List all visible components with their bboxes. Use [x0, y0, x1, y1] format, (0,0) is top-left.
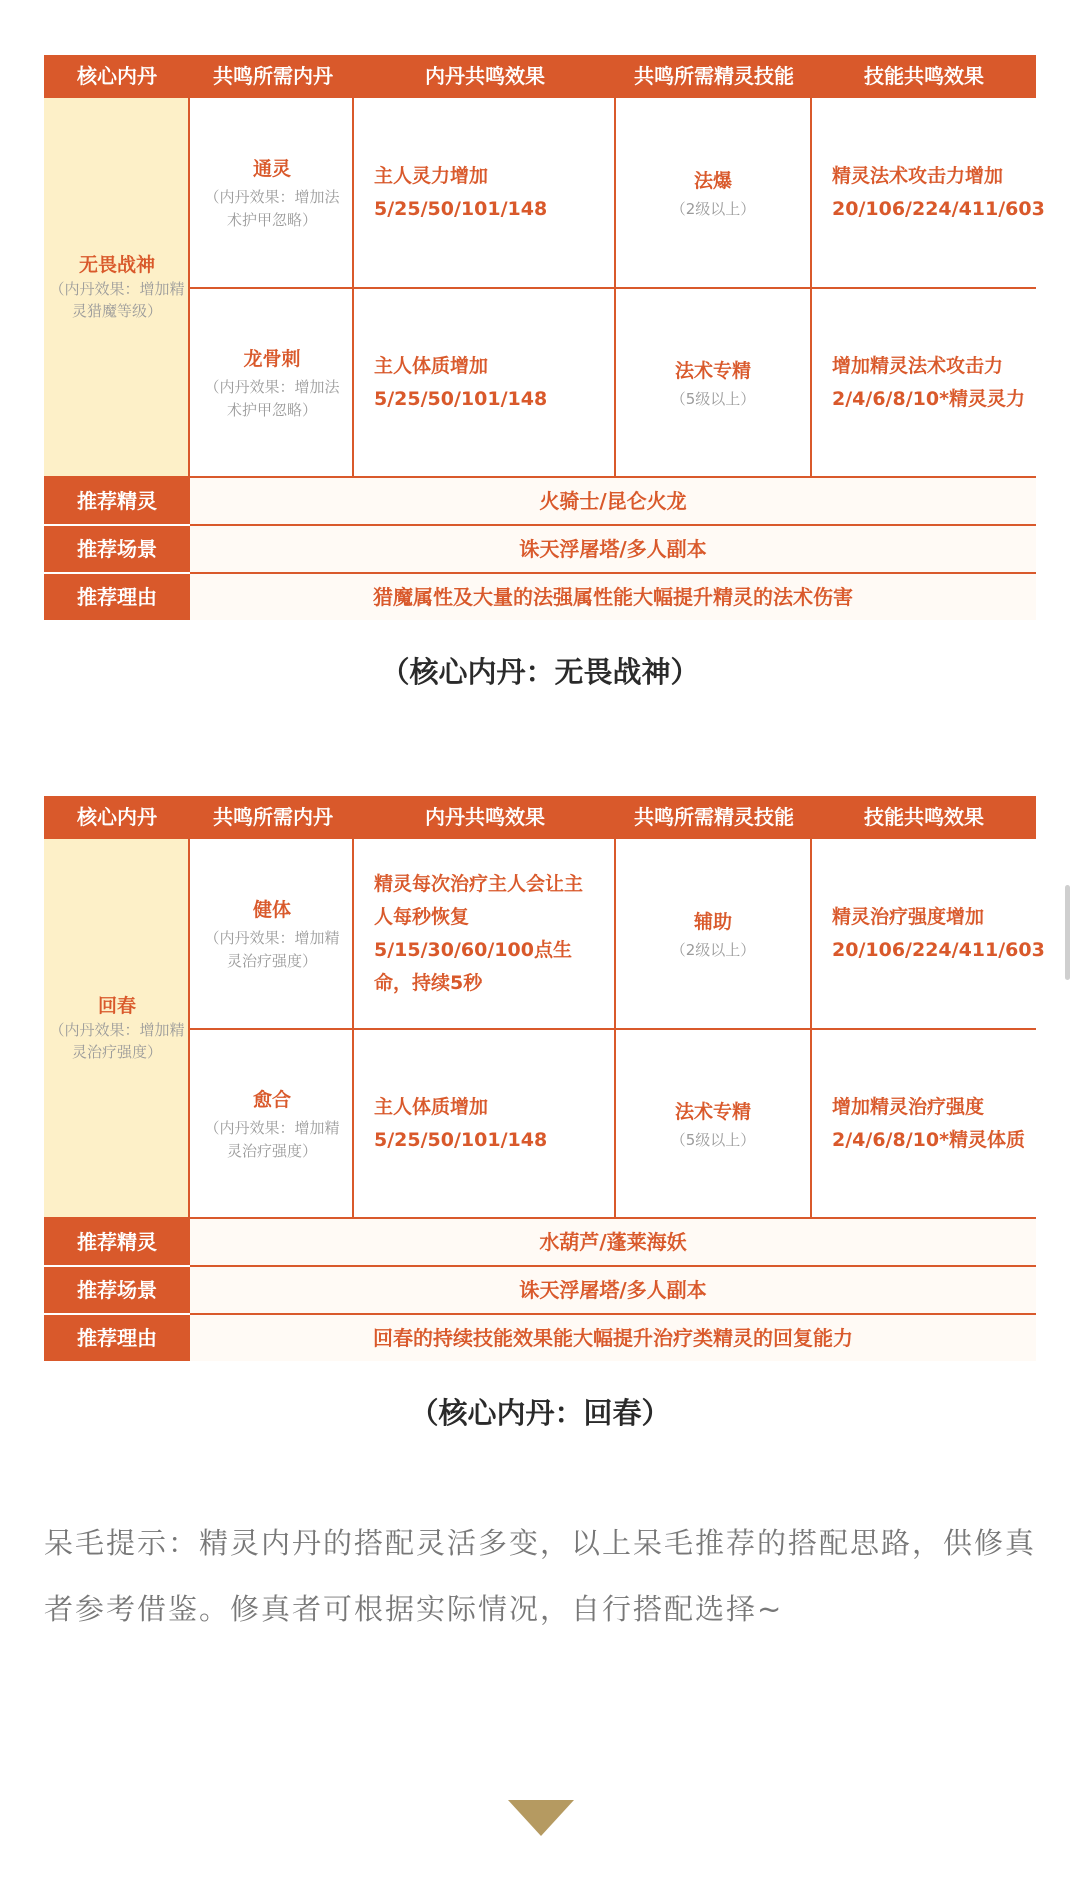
skill-effect-cell — [812, 839, 1045, 1028]
scene-row — [44, 1267, 1036, 1313]
skill-cell — [616, 1030, 810, 1217]
reason-label: 推荐理由 — [44, 574, 190, 620]
dan-cell — [192, 289, 352, 476]
skill-cell — [616, 98, 810, 287]
header-dan: 共鸣所需内丹 — [213, 64, 333, 88]
table-header — [44, 796, 1036, 839]
dan-note: （内丹效果：增加精灵治疗强度） — [204, 929, 340, 970]
skill-effect-cell — [812, 289, 1036, 476]
header-skill-effect: 技能共鸣效果 — [864, 805, 984, 829]
core-name: 回春 — [97, 995, 136, 1017]
scene-value: 诛天浮屠塔/多人副本 — [190, 526, 1036, 572]
recommend-value: 火骑士/昆仑火龙 — [190, 478, 1036, 524]
recommend-row — [44, 478, 1036, 524]
core-note: （内丹效果：增加精灵猎魔等级） — [49, 280, 185, 320]
table-caption: （核心内丹：无畏战神） — [380, 655, 700, 689]
scene-label: 推荐场景 — [44, 526, 190, 572]
skill-effect-cell — [812, 1030, 1036, 1217]
down-arrow-icon — [508, 1800, 574, 1836]
header-dan-effect: 内丹共鸣效果 — [425, 64, 545, 88]
dan-effect: 主人体质增加 5/25/50/101/148 — [374, 354, 548, 410]
skill-effect-cell — [812, 98, 1045, 287]
header-core: 核心内丹 — [77, 64, 157, 88]
skill-name: 法术专精 — [674, 359, 751, 382]
dan-cell — [192, 1030, 352, 1217]
skill-effect: 增加精灵法术攻击力 2/4/6/8/10*精灵灵力 — [832, 354, 1026, 410]
dan-effect-cell — [354, 289, 614, 476]
dan-effect-cell — [354, 839, 614, 1028]
recommend-label: 推荐精灵 — [44, 478, 190, 524]
dan-cell — [192, 98, 352, 287]
skill-effect: 精灵治疗强度增加 20/106/224/411/603 — [832, 905, 1045, 961]
skill-name: 法爆 — [693, 169, 732, 192]
dan-note: （内丹效果：增加法术护甲忽略） — [204, 378, 340, 419]
skill-note: （2级以上） — [670, 940, 756, 959]
dan-name: 龙骨刺 — [243, 348, 301, 370]
tip-text: 呆毛提示：精灵内丹的搭配灵活多变，以上呆毛推荐的搭配思路，供修真者参考借鉴。修真者可根据实际情况，自行搭配选择~ — [44, 1526, 1037, 1626]
skill-note: （5级以上） — [670, 389, 756, 408]
dan-name: 愈合 — [252, 1089, 291, 1111]
dan-note: （内丹效果：增加精灵治疗强度） — [204, 1119, 340, 1160]
table-header — [44, 55, 1036, 98]
skill-note: （2级以上） — [670, 199, 756, 218]
scene-value: 诛天浮屠塔/多人副本 — [190, 1267, 1036, 1313]
reason-value: 猎魔属性及大量的法强属性能大幅提升精灵的法术伤害 — [190, 574, 1036, 620]
skill-name: 法术专精 — [674, 1100, 751, 1123]
scene-row — [44, 526, 1036, 572]
header-dan: 共鸣所需内丹 — [213, 805, 333, 829]
table-caption: （核心内丹：回春） — [409, 1396, 671, 1430]
reason-label: 推荐理由 — [44, 1315, 190, 1361]
dan-effect: 精灵每次治疗主人会让主人每秒恢复 5/15/30/60/100点生命，持续5秒 — [374, 872, 584, 994]
recommend-value: 水葫芦/蓬莱海妖 — [190, 1219, 1036, 1265]
core-cell — [44, 98, 190, 476]
skill-cell — [616, 289, 810, 476]
recommend-label: 推荐精灵 — [44, 1219, 190, 1265]
reason-row — [44, 1315, 1036, 1361]
skill-effect: 增加精灵治疗强度 2/4/6/8/10*精灵体质 — [832, 1095, 1026, 1151]
table-body — [44, 98, 1045, 476]
dan-name: 健体 — [252, 899, 291, 921]
header-skill-effect: 技能共鸣效果 — [864, 64, 984, 88]
core-note: （内丹效果：增加精灵治疗强度） — [49, 1021, 185, 1061]
dan-effect: 主人灵力增加 5/25/50/101/148 — [374, 164, 548, 220]
core-cell — [44, 839, 190, 1217]
dan-name: 通灵 — [252, 158, 291, 180]
skill-note: （5级以上） — [670, 1130, 756, 1149]
header-core: 核心内丹 — [77, 805, 157, 829]
dan-effect-cell — [354, 1030, 614, 1217]
skill-effect: 精灵法术攻击力增加 20/106/224/411/603 — [832, 164, 1045, 220]
header-skill: 共鸣所需精灵技能 — [634, 64, 794, 88]
reason-value: 回春的持续技能效果能大幅提升治疗类精灵的回复能力 — [190, 1315, 1036, 1361]
dan-cell — [192, 839, 352, 1028]
skill-name: 辅助 — [693, 910, 732, 933]
core-name: 无畏战神 — [78, 254, 155, 276]
header-dan-effect: 内丹共鸣效果 — [425, 805, 545, 829]
dan-effect: 主人体质增加 5/25/50/101/148 — [374, 1095, 548, 1151]
table-body — [44, 839, 1045, 1217]
reason-row — [44, 574, 1036, 620]
scrollbar[interactable] — [1065, 885, 1070, 980]
scene-label: 推荐场景 — [44, 1267, 190, 1313]
recommend-row — [44, 1219, 1036, 1265]
dan-note: （内丹效果：增加法术护甲忽略） — [204, 188, 340, 229]
dan-effect-cell — [354, 98, 614, 287]
skill-cell — [616, 839, 810, 1028]
header-skill: 共鸣所需精灵技能 — [634, 805, 794, 829]
